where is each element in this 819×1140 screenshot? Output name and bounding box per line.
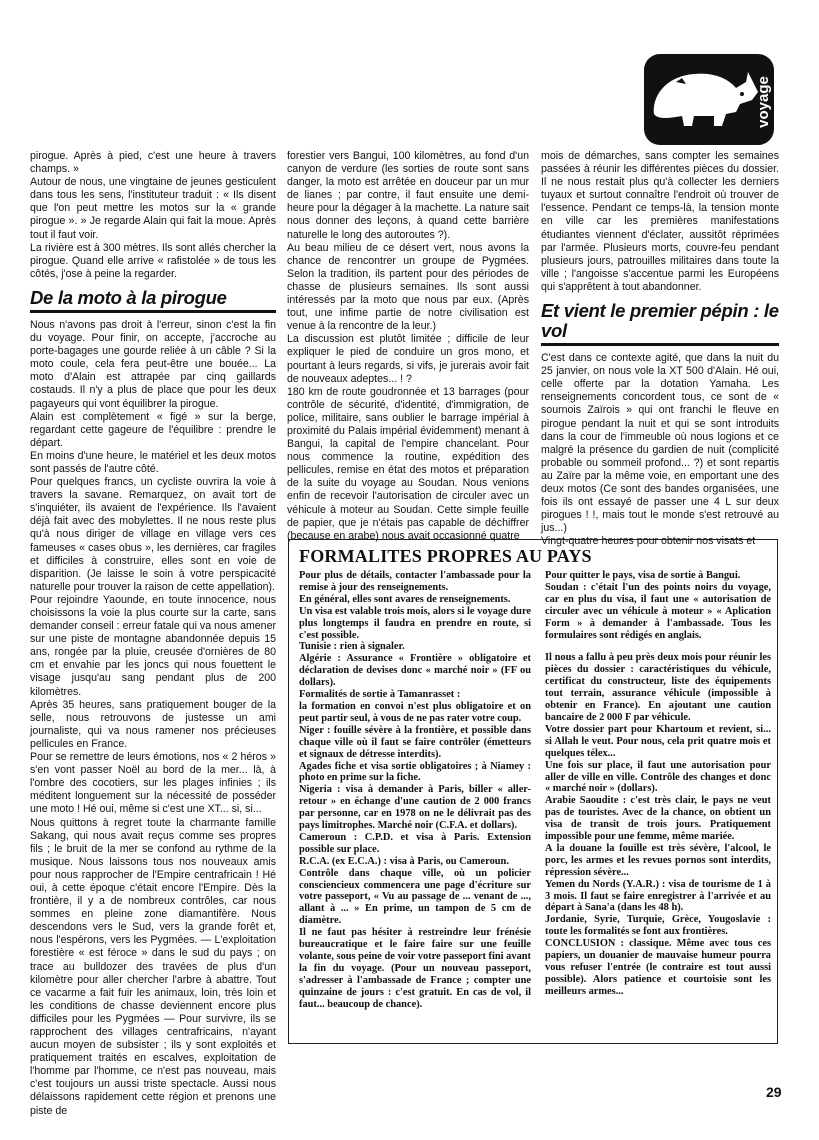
- box-paragraph: Jordanie, Syrie, Turquie, Grèce, Yougoslavie : toute les formalités se font aux frontières.: [545, 914, 771, 938]
- box-right-column: [545, 570, 771, 998]
- paragraph: pirogue. Après à pied, c'est une heure à travers champs. »: [30, 150, 276, 176]
- paragraph: Après 35 heures, sans pratiquement bouger de la selle, nous retrouvons de justesse un ami journaliste, qui va nous ramener nos précieuses pellicules en France.: [30, 698, 276, 750]
- section-heading: De la moto à la pirogue: [30, 288, 276, 313]
- paragraph: Nous quittons à regret toute la charmante famille Sakang, qui nous avait reçus comme ses propres fils ; le bruit de la mer se confond au rythme de la musique. Nous laissons tous nos nouveaux amis pour nous rapprocher de l'Empire centrafricain ! Hé oui, à cette époque c'était encore l'Empire. Dès la frontière, il y a de nombreux contrôles, car nous sommes en pleine zone diamantifère. Nous descendons vers le Sud, vers la grande forêt et, nous l'espérons, vers les Pygmées. — L'exploitation forestière « est féroce » dans le sud du pays ; on trace au bulldozer des travées de plus d'un kilomètre pour aller chercher l'arbre à abattre. Tout ce vacarme a fait fuir les animaux, loin, très loin et les conditions de chasse deviennent encore plus difficiles pour les Pygmées — Pour survivre, ils se rapprochent des villages centrafricains, n'ayant aucun moyen de subsister ; ils y sont exploités et pratiquement traités en escalves, exploitation de l'homme par l'homme, ce n'est pas nouveau, mais c'est toujours un aussi triste spectacle. Aussi nous délaissons rapidement cette région et prenons une piste de: [30, 816, 276, 1117]
- box-paragraph: Nigeria : visa à demander à Paris, biller « aller-retour » en échange d'une caution de 2 000 francs par personne, car en 1978 on ne le délivrait pas des pays limitrophes. Marché noir (C.F.A. et dollars).: [299, 784, 531, 832]
- box-paragraph: Pour plus de détails, contacter l'ambassade pour la remise à jour des renseignements.: [299, 570, 531, 593]
- box-paragraph: Cameroun : C.P.D. et visa à Paris. Extension possible sur place.: [299, 831, 531, 855]
- paragraph: La rivière est à 300 mètres. Ils sont allés chercher la pirogue. Quand elle arrive « rafistolée » de tous les côtés, j'ose à peine la regarder.: [30, 241, 276, 280]
- box-paragraph: Formalités de sortie à Tamanrasset :: [299, 689, 461, 701]
- page-number: 29: [766, 1084, 782, 1100]
- rhinoceros-icon: [642, 52, 776, 147]
- box-paragraph: Il ne faut pas hésiter à restreindre leur frénésie bureaucratique et le faire faire sur une feuille volante, sous peine de voir votre passeport fini avant la fin du voyage. (Pour un nouveau passeport, s'adresser à l'ambassade de France ; compter une quinzaine de jours : c'est gratuit. En cas de vol, il faut... beaucoup de chance).: [299, 927, 531, 1010]
- box-paragraph: Tunisie : rien à signaler.: [299, 641, 405, 653]
- box-left-column: [299, 570, 531, 1011]
- box-paragraph: CONCLUSION : classique. Même avec tous ces papiers, un douanier de mauvaise humeur pourra vous refuser l'entrée (le contraire est tout aussi possible). Alors patience et courtoisie sont les meilleurs armes...: [545, 938, 771, 997]
- section-heading: Et vient le premier pépin : le vol: [541, 301, 779, 346]
- box-paragraph: Niger : fouille sévère à la frontière, et possible dans chaque ville où il faut se faire contrôler (émetteurs et signaux de détresse interdits).: [299, 724, 531, 760]
- column-1: [30, 150, 276, 1118]
- box-paragraph: Contrôle dans chaque ville, où un policier consciencieux commencera une page d'écriture sur votre passeport, « Vu au passage de ... venant de ..., allant à ... » En prime, un tampon de 5 cm de diamètre.: [299, 867, 531, 927]
- paragraph: Au beau milieu de ce désert vert, nous avons la chance de rencontrer un groupe de Pygmées. Selon la tradition, ils partent pour des périodes de chasse de plusieurs semaines. Ils sont aussi intéressés par la moto que nous par eux. (Après tout, une infime partie de notre civilisation est venue à la rencontre de la leur.): [287, 241, 529, 333]
- paragraph: forestier vers Bangui, 100 kilomètres, au fond d'un canyon de verdure (les sorties de route sont sans danger, la moto est arrêtée en douceur par un mur de lianes ; par contre, il faut ensuite une demi-heure pour la dégager à la machette. La nature sait nous donner des leçons, à quand cette barrière naturelle le long des autoroutes ?).: [287, 150, 529, 241]
- paragraph: mois de démarches, sans compter les semaines passées à réunir les différentes pièces du dossier. Il ne nous restait plus qu'à collecter les derniers tuyaux et surtout connaître l'endroit où trouver de l'essence. Pendant ce temps-là, la tension monte en ville car les premières manifestations étudiantes viennent d'éclater, aussitôt réprimées par l'armée. Plusieurs morts, couvre-feu pendant plusieurs jours, patrouilles militaires dans toute la ville ; l'angoisse s'accentue parmi les Européens qui s'apprêtent à tout abandonner.: [541, 150, 779, 293]
- box-paragraph: R.C.A. (ex E.C.A.) : visa à Paris, ou Cameroun.: [299, 855, 509, 867]
- paragraph: Alain est complètement « figé » sur la berge, regardant cette gageure de l'équilibre : prendre le départ.: [30, 410, 276, 449]
- paragraph: Pour rejoindre Yaounde, en toute innocence, nous choisissons la voie la plus courte sur la carte, sans demander conseil : erreur fatale qui va nous amener sur une piste de montagne abandonnée depuis 15 ans, rongée par la pluie, creusée d'ornières de 80 cm et envahie par les joncs qui nous fouettent le visage jusqu'au sang pendant plus de 200 kilomètres.: [30, 593, 276, 698]
- paragraph: Nous n'avons pas droit à l'erreur, sinon c'est la fin du voyage. Pour finir, on accepte, j'accroche au porte-bagages une gourde reliée à un câble ? Si la moto coule, cela fera peut-être une bouée... La moto d'Alain est attrapée par cinq gaillards costauds. Il n'y a plus de place que pour les deux pagayeurs qui vont équilibrer la pirogue.: [30, 318, 276, 410]
- column-3: [541, 150, 779, 548]
- box-paragraph: Algérie : Assurance « Frontière » obligatoire et déclaration de devises donc « marché noir » (FF ou dollars).: [299, 653, 531, 689]
- box-paragraph: Un visa est valable trois mois, alors si le voyage dure plus longtemps il faudra en prendre en route, si c'est possible.: [299, 605, 531, 641]
- box-paragraph: Une fois sur place, il faut une autorisation pour aller de ville en ville. Contrôle des changes et donc « marché noir » (dollars).: [545, 759, 771, 795]
- box-paragraph: En général, elles sont avares de renseignements.: [299, 593, 511, 605]
- box-paragraph: Pour quitter le pays, visa de sortie à Bangui.: [545, 570, 741, 581]
- box-paragraph: Yemen du Nords (Y.A.R.) : visa de tourisme de 1 à 3 mois. Il faut se faire enregistrer à l'arrivée et au départ à Sana'a (dans les 48 h).: [545, 878, 771, 914]
- box-paragraph: Il nous a fallu à peu près deux mois pour réunir les pièces du dossier : caractéristiques du véhicule, certificat du constructeur, liste des équipements tout terrain, assurance véhicule (impossible à obtenir en France). En ajoutant une caution bancaire de 2 000 F par véhicule.: [545, 652, 771, 723]
- box-paragraph: Arabie Saoudite : c'est très clair, le pays ne veut pas de touristes. Avec de la chance, on obtient un visa de transit de trois jours. Pratiquement impossible pour une femme, même mariée.: [545, 795, 771, 843]
- paragraph: Pour se remettre de leurs émotions, nos « 2 héros » s'en vont passer Noël au bord de la mer... là, à l'ombre des cocotiers, sur les plages infinies ; ils méditent longuement sur la nécessité de posséder une moto ! Hé oui, même si c'est une XT... si, si...: [30, 751, 276, 816]
- paragraph: La discussion est plutôt limitée ; difficile de leur expliquer le pied de conduire un gros mono, et pourtant à leurs regards, si vifs, je jurerais avoir fait de nouveaux adeptes... ! ?: [287, 333, 529, 385]
- paragraph: Vingt-quatre heures pour obtenir nos visats et: [541, 535, 756, 548]
- paragraph: Autour de nous, une vingtaine de jeunes gesticulent dans tous les sens, l'instituteur traduit : « Ils disent que l'on peut mettre les motos sur la « grande pirogue ». » Je regarde Alain qui fait la moue. Après tout il faut voir.: [30, 176, 276, 241]
- box-paragraph: Votre dossier part pour Khartoum et revient, si... si Allah le veut. Pour nous, cela prit quatre mois et quelques télex...: [545, 723, 771, 759]
- paragraph: Pour quelques francs, un cycliste ouvrira la voie à travers la savane. Remarquez, on avait tort de s'inquiéter, ils avaient de l'expérience. Ils l'avaient déjà fait avec des mobylettes. Il ne nous reste plus qu'à nous diriger de village en village vers ces fameuses « cases obus », les dernières, car fragiles et difficiles à construire, elles sont en voie de disparition. (Je laisse le soin à votre perspicacité naturelle pour trouver la raison de cette appellation).: [30, 476, 276, 593]
- voyage-logo: [642, 52, 776, 147]
- box-title: FORMALITES PROPRES AU PAYS: [299, 546, 592, 566]
- paragraph: C'est dans ce contexte agité, que dans la nuit du 25 janvier, on nous vole la XT 500 d'Alain. Hé oui, celle offerte par la dotation Yamaha. Les renseignements concordent tous, ce sont de « sournois Zaïrois » qui ont franchi le fleuve en pirogue pendant la nuit et qui se sont introduits dans la cour de l'immeuble où nous logions et ce malgré la présence du gardien de nuit (complicité probable ou sommeil profond... ?) et sont repartis au Zaïre par la même voie, en emportant une des deux motos (Ce sont des bandes organisées, une fois ils ont essayé de passer une 4 L sur deux pirogues ! !, mais tout le monde s'est retrouvé au jus...): [541, 352, 779, 535]
- logo-text: voyage: [755, 76, 772, 128]
- box-paragraph: [545, 641, 771, 652]
- paragraph: En moins d'une heure, le matériel et les deux motos sont passés de l'autre côté.: [30, 449, 276, 475]
- box-paragraph: Soudan : c'était l'un des points noirs du voyage, car en plus du visa, il faut une « autorisation de circuler avec un véhicule à moteur » « Aplication Form » à demander à l'ambassade. Tous les formulaires sont rédigés en anglais.: [545, 581, 771, 641]
- box-paragraph: Agades fiche et visa sortie obligatoires ; à Niamey : photo en prime sur la fiche.: [299, 760, 531, 784]
- box-paragraph: A la douane la fouille est très sévère, l'alcool, le porc, les armes et les revues pornos sont interdits, répression sévère...: [545, 842, 771, 878]
- paragraph: 180 km de route goudronnée et 13 barrages (pour contrôle de sécurité, d'identité, d'immigration, de police, militaire, sans oublier le barrage impérial à proximité du Palais impérial évidemment) menant à Bangui, la capital de l'empire chancelant. Pour nous commence la routine, expédition des pellicules, remise en état des motos et préparation de la suite du voyage au Soudan. Nous venions enfin de recevoir l'autorisation de circuler avec un véhicule à moteur au Soudan. Cette simple feuille de papier, que je n'étais pas capable de déchiffrer (because en arabe) nous avait occasionné quatre: [287, 385, 529, 542]
- column-2: [287, 150, 529, 543]
- formalities-box: [288, 539, 778, 1044]
- box-paragraph: la formation en convoi n'est plus obligatoire et on peut partir seul, à vous de ne pas rater votre coup.: [299, 700, 531, 724]
